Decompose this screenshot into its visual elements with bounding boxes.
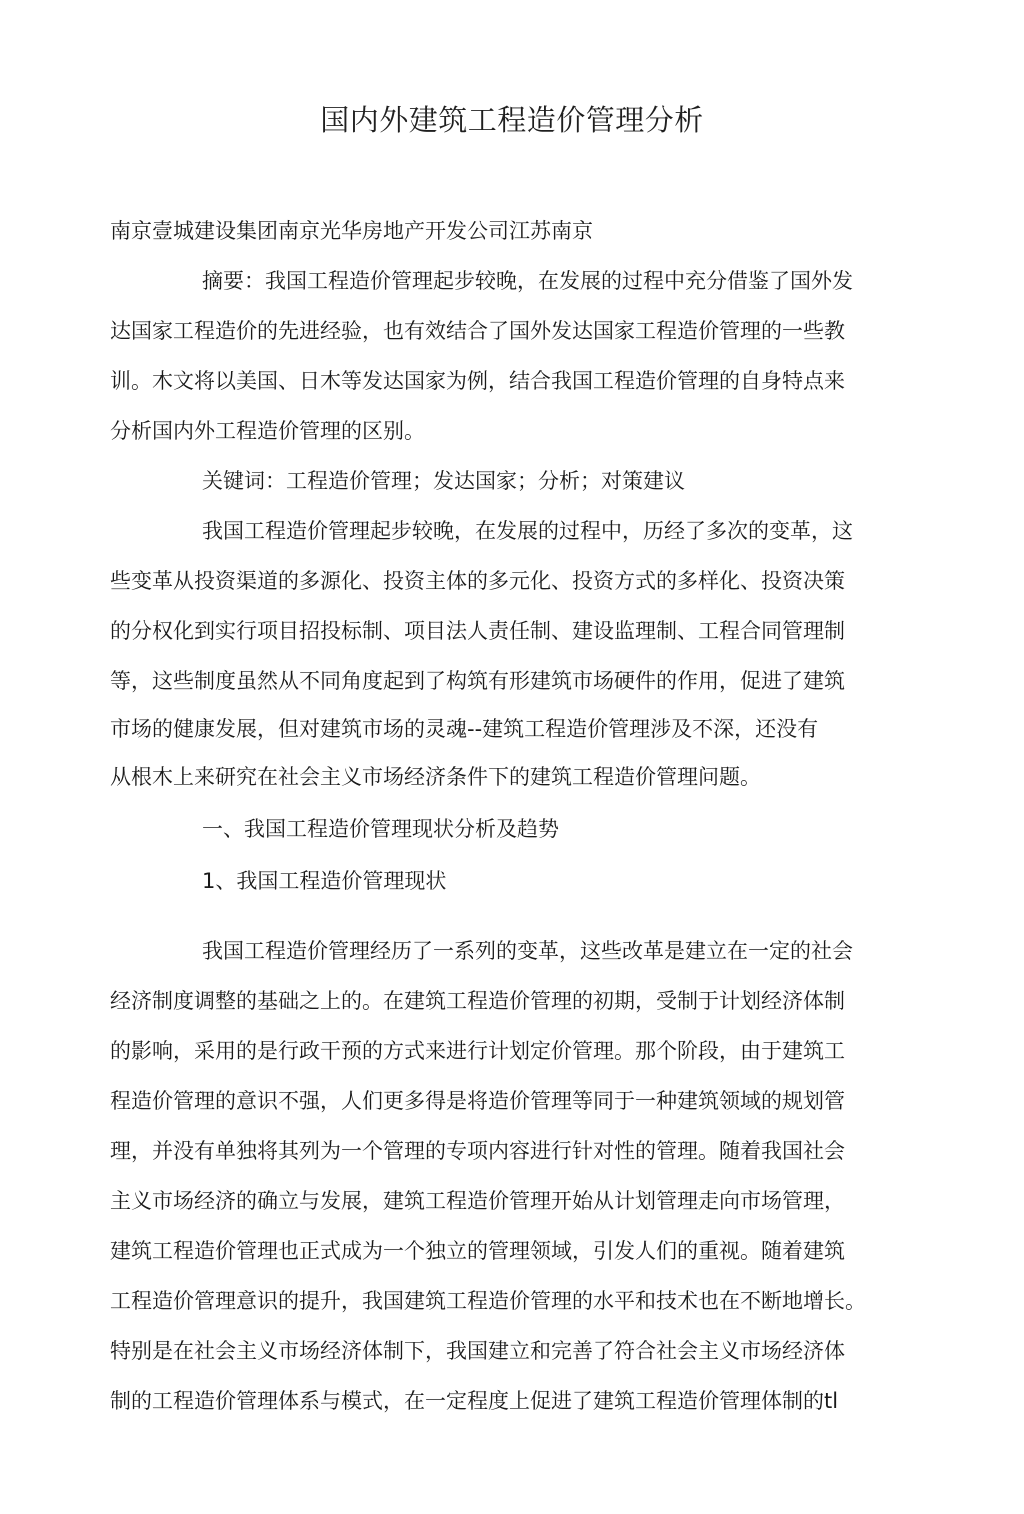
intro-line: 市场的健康发展，但对建筑市场的灵魂--建筑工程造价管理涉及不深，还没有 (110, 717, 819, 741)
intro-line: 些变革从投资渠道的多源化、投资主体的多元化、投资方式的多样化、投资决策 (110, 569, 845, 593)
document-title: 国内外建筑工程造价管理分析 (320, 103, 704, 137)
abstract-line: 训。木文将以美国、日木等发达国家为例，结合我国工程造价管理的自身特点来 (110, 369, 845, 393)
body-line: 我国工程造价管理经历了一系列的变革，这些改革是建立在一定的社会 (202, 939, 853, 963)
author-affiliation: 南京壹城建设集团南京光华房地产开发公司江苏南京 (110, 219, 593, 243)
body-line: 建筑工程造价管理也正式成为一个独立的管理领域，引发人们的重视。随着建筑 (110, 1239, 845, 1263)
body-line: 主义市场经济的确立与发展，建筑工程造价管理开始从计划管理走向市场管理， (110, 1189, 845, 1213)
intro-line: 的分权化到实行项目招投标制、项目法人责任制、建设监理制、工程合同管理制 (110, 619, 845, 643)
body-line: 程造价管理的意识不强，人们更多得是将造价管理等同于一种建筑领域的规划管 (110, 1089, 845, 1113)
body-line: 特别是在社会主义市场经济体制下，我国建立和完善了符合社会主义市场经济体 (110, 1339, 845, 1363)
section-heading: 一、我国工程造价管理现状分析及趋势 (202, 817, 559, 841)
body-line: 的影响，采用的是行政干预的方式来进行计划定价管理。那个阶段，由于建筑工 (110, 1039, 845, 1063)
keywords: 关键词：工程造价管理；发达国家；分析；对策建议 (202, 469, 685, 493)
intro-line: 我国工程造价管理起步较晚，在发展的过程中，历经了多次的变革，这 (202, 519, 853, 543)
intro-line: 等，这些制度虽然从不同角度起到了构筑有形建筑市场硬件的作用，促进了建筑 (110, 669, 845, 693)
body-line: 经济制度调整的基础之上的。在建筑工程造价管理的初期，受制于计划经济体制 (110, 989, 845, 1013)
intro-line: 从根木上来研究在社会主义市场经济条件下的建筑工程造价管理问题。 (110, 765, 761, 789)
subsection-heading: 1、我国工程造价管理现状 (202, 869, 447, 893)
body-line: 工程造价管理意识的提升，我国建筑工程造价管理的水平和技术也在不断地增长。 (110, 1289, 866, 1313)
abstract-line: 分析国内外工程造价管理的区别。 (110, 419, 425, 443)
abstract-line: 摘要：我国工程造价管理起步较晚，在发展的过程中充分借鉴了国外发 (202, 269, 853, 293)
body-line: 制的工程造价管理体系与模式，在一定程度上促进了建筑工程造价管理体制的tl (110, 1389, 839, 1413)
body-line: 理，并没有单独将其列为一个管理的专项内容进行针对性的管理。随着我国社会 (110, 1139, 845, 1163)
abstract-line: 达国家工程造价的先进经验，也有效结合了国外发达国家工程造价管理的一些教 (110, 319, 845, 343)
